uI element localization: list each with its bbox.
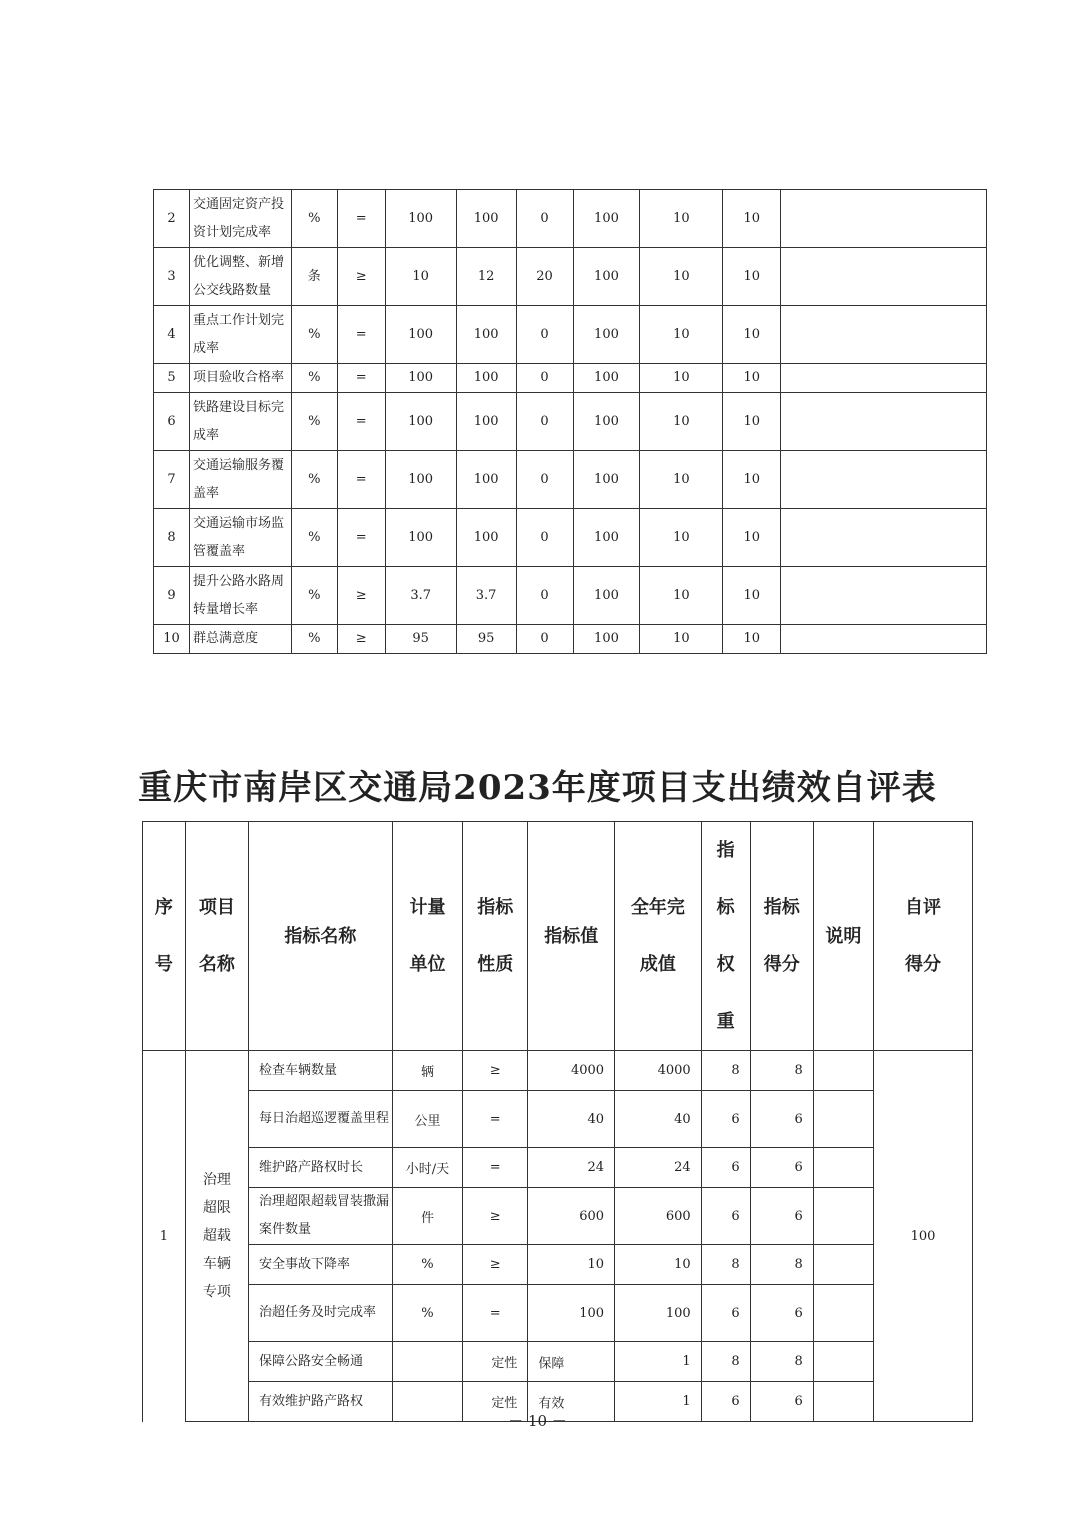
cell-actual: 600 bbox=[615, 1188, 702, 1245]
header-line: 得分 bbox=[763, 954, 800, 975]
cell-seq: 7 bbox=[154, 451, 190, 509]
page-number: － 10 － bbox=[508, 1412, 567, 1430]
cell-note bbox=[813, 1148, 873, 1188]
cell-v7 bbox=[781, 509, 987, 567]
cell-v5: 10 bbox=[640, 190, 723, 248]
cell-v3: 0 bbox=[516, 625, 573, 654]
cell-v6: 10 bbox=[723, 509, 781, 567]
cell-score: 6 bbox=[750, 1091, 813, 1148]
cell-value-number: 24 bbox=[587, 1160, 605, 1175]
header-line: 号 bbox=[154, 954, 173, 975]
cell-op: ≥ bbox=[337, 248, 385, 306]
cell-v6: 10 bbox=[723, 248, 781, 306]
cell-name: 检查车辆数量 bbox=[249, 1051, 393, 1091]
header-line: 指标 bbox=[716, 840, 735, 918]
cell-v7 bbox=[781, 248, 987, 306]
cell-note bbox=[813, 1342, 873, 1382]
cell-v5: 10 bbox=[640, 625, 723, 654]
table-row bbox=[143, 1188, 973, 1245]
cell-actual: 4000 bbox=[615, 1051, 702, 1091]
cell-note bbox=[813, 1188, 873, 1245]
table-row bbox=[154, 451, 987, 509]
cell-v1: 100 bbox=[385, 509, 456, 567]
cell-weight: 8 bbox=[701, 1245, 750, 1285]
cell-actual: 1 bbox=[615, 1382, 702, 1422]
header-note: 说明 bbox=[813, 822, 873, 1051]
header-line: 成值 bbox=[639, 954, 676, 975]
cell-weight: 8 bbox=[701, 1342, 750, 1382]
cell-note bbox=[813, 1091, 873, 1148]
table-row bbox=[154, 306, 987, 364]
header-row bbox=[143, 822, 973, 1051]
cell-nature: ≥ bbox=[463, 1188, 528, 1245]
cell-score: 6 bbox=[750, 1188, 813, 1245]
cell-name: 交通运输服务覆盖率 bbox=[189, 451, 291, 509]
cell-weight: 6 bbox=[701, 1091, 750, 1148]
cell-seq: 8 bbox=[154, 509, 190, 567]
cell-name: 维护路产路权时长 bbox=[249, 1148, 393, 1188]
cell-v6: 10 bbox=[723, 451, 781, 509]
cell-nature: ≥ bbox=[463, 1245, 528, 1285]
cell-value bbox=[528, 1051, 615, 1091]
cell-v1: 100 bbox=[385, 393, 456, 451]
cell-seq: 1 bbox=[143, 1051, 186, 1422]
cell-v5: 10 bbox=[640, 509, 723, 567]
cell-v5: 10 bbox=[640, 364, 723, 393]
cell-unit: % bbox=[291, 393, 337, 451]
cell-v3: 20 bbox=[516, 248, 573, 306]
cell-unit: % bbox=[291, 306, 337, 364]
cell-weight: 6 bbox=[701, 1382, 750, 1422]
cell-name: 提升公路水路周转量增长率 bbox=[189, 567, 291, 625]
cell-seq: 6 bbox=[154, 393, 190, 451]
cell-actual: 40 bbox=[615, 1091, 702, 1148]
cell-name: 项目验收合格率 bbox=[189, 364, 291, 393]
cell-actual: 1 bbox=[615, 1342, 702, 1382]
cell-score: 8 bbox=[750, 1051, 813, 1091]
cell-v2: 100 bbox=[456, 364, 516, 393]
cell-v2: 12 bbox=[456, 248, 516, 306]
cell-v2: 3.7 bbox=[456, 567, 516, 625]
cell-seq: 9 bbox=[154, 567, 190, 625]
header-value: 指标值 bbox=[528, 822, 615, 1051]
cell-v4: 100 bbox=[573, 248, 640, 306]
header-line: 计量 bbox=[409, 897, 446, 918]
header-line: 得分 bbox=[904, 954, 941, 975]
cell-value-text: 有效 bbox=[538, 1396, 565, 1411]
cell-unit: % bbox=[392, 1285, 462, 1342]
cell-v3: 0 bbox=[516, 190, 573, 248]
cell-v6: 10 bbox=[723, 190, 781, 248]
cell-v3: 0 bbox=[516, 364, 573, 393]
cell-v5: 10 bbox=[640, 306, 723, 364]
cell-v3: 0 bbox=[516, 451, 573, 509]
cell-value bbox=[528, 1285, 615, 1342]
cell-v2: 100 bbox=[456, 393, 516, 451]
cell-value-number: 100 bbox=[579, 1305, 605, 1321]
cell-op: = bbox=[337, 190, 385, 248]
header-line: 自评 bbox=[904, 897, 941, 918]
cell-weight: 6 bbox=[701, 1148, 750, 1188]
cell-op: ≥ bbox=[337, 625, 385, 654]
cell-seq: 2 bbox=[154, 190, 190, 248]
cell-v1: 100 bbox=[385, 451, 456, 509]
cell-unit: % bbox=[291, 190, 337, 248]
top-indicator-table bbox=[153, 189, 987, 654]
cell-v7 bbox=[781, 364, 987, 393]
cell-unit: % bbox=[392, 1245, 462, 1285]
cell-v4: 100 bbox=[573, 625, 640, 654]
cell-seq: 10 bbox=[154, 625, 190, 654]
cell-weight: 6 bbox=[701, 1285, 750, 1342]
header-line: 性质 bbox=[477, 954, 514, 975]
cell-weight: 8 bbox=[701, 1051, 750, 1091]
table-row bbox=[143, 1148, 973, 1188]
cell-name: 交通固定资产投资计划完成率 bbox=[189, 190, 291, 248]
cell-op: = bbox=[337, 451, 385, 509]
cell-op: = bbox=[337, 393, 385, 451]
cell-value-number: 10 bbox=[587, 1257, 605, 1272]
project-name-text: 治理超限超载车辆专项 bbox=[202, 1172, 231, 1300]
cell-unit: 条 bbox=[291, 248, 337, 306]
header-score bbox=[750, 822, 813, 1051]
header-self-score bbox=[873, 822, 972, 1051]
cell-op: = bbox=[337, 306, 385, 364]
cell-value-number: 40 bbox=[587, 1111, 605, 1127]
cell-v1: 3.7 bbox=[385, 567, 456, 625]
cell-seq: 4 bbox=[154, 306, 190, 364]
table-row bbox=[154, 248, 987, 306]
cell-name: 重点工作计划完成率 bbox=[189, 306, 291, 364]
cell-value-number: 600 bbox=[579, 1208, 605, 1224]
cell-v1: 10 bbox=[385, 248, 456, 306]
header-line: 项目 bbox=[198, 897, 235, 918]
cell-v3: 0 bbox=[516, 393, 573, 451]
header-actual bbox=[615, 822, 702, 1051]
cell-unit: 件 bbox=[392, 1188, 462, 1245]
table-row bbox=[154, 393, 987, 451]
cell-v5: 10 bbox=[640, 393, 723, 451]
cell-value bbox=[528, 1245, 615, 1285]
cell-v7 bbox=[781, 567, 987, 625]
header-line: 指标 bbox=[763, 897, 800, 918]
cell-unit: 辆 bbox=[392, 1051, 462, 1091]
cell-name: 安全事故下降率 bbox=[249, 1245, 393, 1285]
cell-v6: 10 bbox=[723, 567, 781, 625]
cell-v1: 100 bbox=[385, 306, 456, 364]
cell-project-name bbox=[185, 1051, 248, 1422]
table-row bbox=[143, 1245, 973, 1285]
cell-nature: 定性 bbox=[463, 1382, 528, 1422]
header-unit bbox=[392, 822, 462, 1051]
cell-name: 保障公路安全畅通 bbox=[249, 1342, 393, 1382]
cell-actual: 10 bbox=[615, 1245, 702, 1285]
header-line: 指标 bbox=[477, 897, 514, 918]
table-row bbox=[154, 625, 987, 654]
cell-nature: 定性 bbox=[463, 1342, 528, 1382]
cell-v5: 10 bbox=[640, 451, 723, 509]
cell-name: 优化调整、新增公交线路数量 bbox=[189, 248, 291, 306]
cell-note bbox=[813, 1245, 873, 1285]
cell-v6: 10 bbox=[723, 364, 781, 393]
cell-v6: 10 bbox=[723, 393, 781, 451]
cell-v5: 10 bbox=[640, 567, 723, 625]
cell-v4: 100 bbox=[573, 567, 640, 625]
cell-v4: 100 bbox=[573, 451, 640, 509]
cell-name: 交通运输市场监管覆盖率 bbox=[189, 509, 291, 567]
header-line: 权重 bbox=[716, 954, 735, 1032]
cell-name: 每日治超巡逻覆盖里程 bbox=[249, 1091, 393, 1148]
cell-note bbox=[813, 1051, 873, 1091]
cell-value-number: 4000 bbox=[570, 1063, 605, 1078]
cell-score: 6 bbox=[750, 1148, 813, 1188]
cell-nature: = bbox=[463, 1285, 528, 1342]
cell-op: = bbox=[337, 364, 385, 393]
cell-v7 bbox=[781, 393, 987, 451]
cell-seq: 5 bbox=[154, 364, 190, 393]
cell-v4: 100 bbox=[573, 190, 640, 248]
cell-self-score: 100 bbox=[873, 1051, 972, 1422]
cell-score: 8 bbox=[750, 1342, 813, 1382]
header-weight bbox=[701, 822, 750, 1051]
header-seq bbox=[143, 822, 186, 1051]
cell-v2: 100 bbox=[456, 190, 516, 248]
table-row bbox=[154, 190, 987, 248]
cell-name: 有效维护路产路权 bbox=[249, 1382, 393, 1422]
cell-unit: 小时/天 bbox=[392, 1148, 462, 1188]
header-indicator: 指标名称 bbox=[249, 822, 393, 1051]
cell-v2: 100 bbox=[456, 306, 516, 364]
cell-weight: 6 bbox=[701, 1188, 750, 1245]
cell-score: 6 bbox=[750, 1285, 813, 1342]
cell-value bbox=[528, 1091, 615, 1148]
cell-v3: 0 bbox=[516, 509, 573, 567]
header-line: 序 bbox=[154, 897, 173, 918]
cell-unit: % bbox=[291, 364, 337, 393]
header-nature bbox=[463, 822, 528, 1051]
table-row bbox=[143, 1051, 973, 1091]
cell-unit: 公里 bbox=[392, 1091, 462, 1148]
cell-v7 bbox=[781, 451, 987, 509]
cell-v1: 95 bbox=[385, 625, 456, 654]
cell-value bbox=[528, 1342, 615, 1382]
cell-name: 治理超限超载冒装撒漏案件数量 bbox=[249, 1188, 393, 1245]
cell-v4: 100 bbox=[573, 364, 640, 393]
cell-actual: 24 bbox=[615, 1148, 702, 1188]
cell-unit: % bbox=[291, 567, 337, 625]
table-row bbox=[143, 1342, 973, 1382]
cell-v4: 100 bbox=[573, 393, 640, 451]
cell-name: 治超任务及时完成率 bbox=[249, 1285, 393, 1342]
cell-op: = bbox=[337, 509, 385, 567]
cell-v4: 100 bbox=[573, 306, 640, 364]
cell-v2: 100 bbox=[456, 451, 516, 509]
table-row bbox=[154, 364, 987, 393]
cell-nature: = bbox=[463, 1091, 528, 1148]
cell-v2: 95 bbox=[456, 625, 516, 654]
cell-v3: 0 bbox=[516, 567, 573, 625]
cell-v7 bbox=[781, 306, 987, 364]
table-row bbox=[143, 1091, 973, 1148]
cell-value bbox=[528, 1148, 615, 1188]
header-line: 名称 bbox=[198, 954, 235, 975]
cell-v6: 10 bbox=[723, 306, 781, 364]
cell-unit: % bbox=[291, 509, 337, 567]
cell-unit: % bbox=[291, 451, 337, 509]
cell-v7 bbox=[781, 190, 987, 248]
cell-value-text: 保障 bbox=[538, 1356, 565, 1371]
cell-name: 群总满意度 bbox=[189, 625, 291, 654]
cell-actual: 100 bbox=[615, 1285, 702, 1342]
cell-v7 bbox=[781, 625, 987, 654]
cell-nature: ≥ bbox=[463, 1051, 528, 1091]
page-title: 重庆市南岸区交通局2023年度项目支出绩效自评表 bbox=[138, 768, 937, 808]
cell-v3: 0 bbox=[516, 306, 573, 364]
cell-v5: 10 bbox=[640, 248, 723, 306]
header-project bbox=[185, 822, 248, 1051]
cell-score: 8 bbox=[750, 1245, 813, 1285]
cell-seq: 3 bbox=[154, 248, 190, 306]
cell-v2: 100 bbox=[456, 509, 516, 567]
cell-nature: = bbox=[463, 1148, 528, 1188]
header-line: 单位 bbox=[409, 954, 446, 975]
table-row bbox=[154, 567, 987, 625]
cell-unit bbox=[392, 1342, 462, 1382]
cell-v1: 100 bbox=[385, 364, 456, 393]
table-row bbox=[143, 1285, 973, 1342]
cell-score: 6 bbox=[750, 1382, 813, 1422]
table-row bbox=[154, 509, 987, 567]
cell-unit: % bbox=[291, 625, 337, 654]
cell-v4: 100 bbox=[573, 509, 640, 567]
cell-op: ≥ bbox=[337, 567, 385, 625]
header-line: 全年完 bbox=[630, 897, 685, 918]
cell-name: 铁路建设目标完成率 bbox=[189, 393, 291, 451]
cell-v6: 10 bbox=[723, 625, 781, 654]
cell-note bbox=[813, 1285, 873, 1342]
self-evaluation-table bbox=[142, 821, 973, 1422]
cell-v1: 100 bbox=[385, 190, 456, 248]
cell-value bbox=[528, 1188, 615, 1245]
